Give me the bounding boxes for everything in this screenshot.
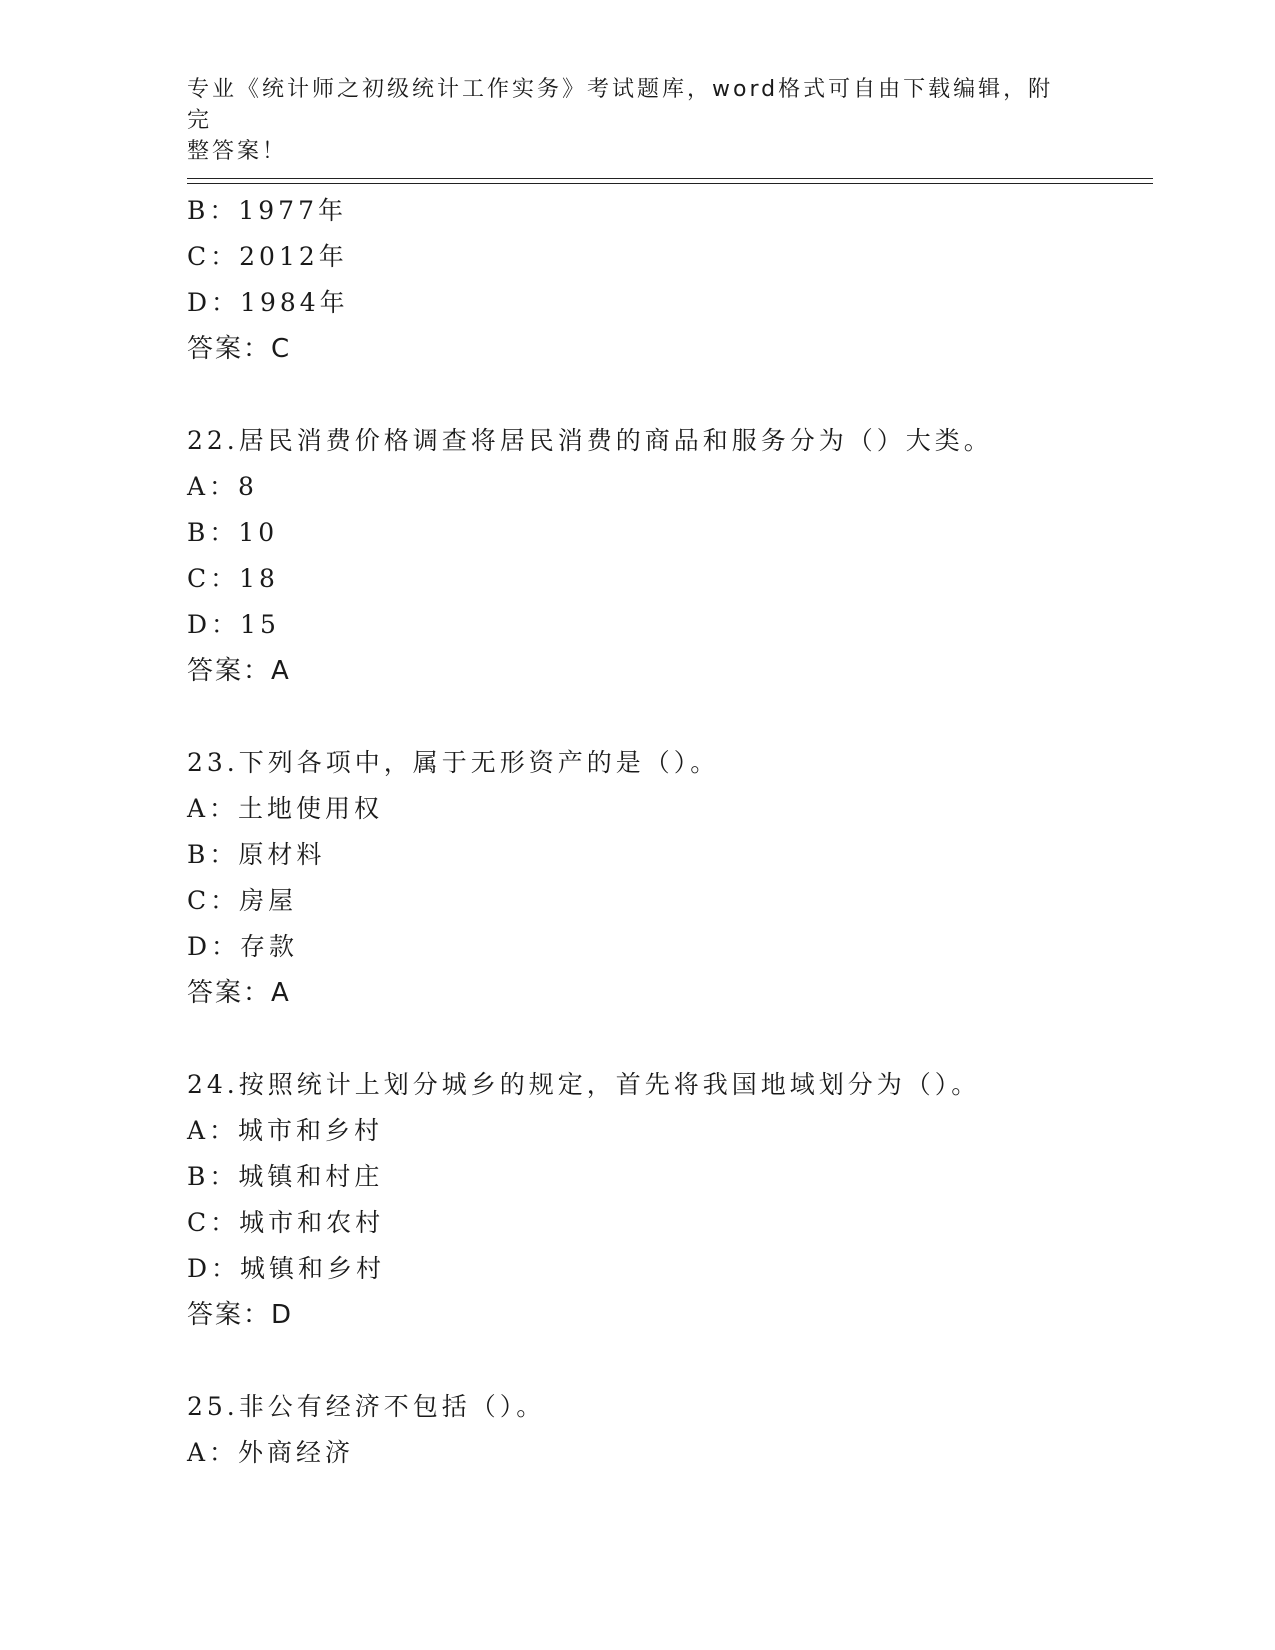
- spacer: [187, 694, 1153, 740]
- question-stem: 22.居民消费价格调查将居民消费的商品和服务分为（）大类。: [187, 426, 993, 455]
- option-c: C：2012年: [187, 242, 348, 271]
- header-line-2: 整答案！: [187, 139, 288, 164]
- option-a: A：城市和乡村: [187, 1116, 384, 1145]
- document-header: [187, 74, 1067, 167]
- option-c: C：房屋: [187, 886, 298, 915]
- question-stem: 25.非公有经济不包括（）。: [187, 1392, 546, 1421]
- spacer: [187, 1016, 1153, 1062]
- option-a: A：外商经济: [187, 1438, 355, 1467]
- question-block: [187, 1062, 1153, 1338]
- option-b: B：原材料: [187, 840, 326, 869]
- option-b: B：10: [187, 518, 279, 547]
- option-a: A：8: [187, 472, 258, 501]
- answer-line: 答案：D: [187, 1300, 294, 1330]
- question-block: [187, 418, 1153, 694]
- question-stem: 24.按照统计上划分城乡的规定，首先将我国地域划分为（）。: [187, 1070, 981, 1099]
- option-d: D：15: [187, 610, 280, 639]
- option-d: D：存款: [187, 932, 299, 961]
- question-block: [187, 740, 1153, 1016]
- question-block: [187, 188, 1153, 372]
- option-c: C：18: [187, 564, 279, 593]
- option-d: D：城镇和乡村: [187, 1254, 386, 1283]
- answer-line: 答案：A: [187, 978, 291, 1008]
- option-b: B：1977年: [187, 196, 347, 225]
- option-d: D：1984年: [187, 288, 349, 317]
- option-b: B：城镇和村庄: [187, 1162, 384, 1191]
- answer-line: 答案：A: [187, 656, 291, 686]
- spacer: [187, 372, 1153, 418]
- spacer: [187, 1338, 1153, 1384]
- header-rule-bottom: [187, 183, 1153, 184]
- answer-line: 答案：C: [187, 334, 292, 364]
- header-line-1: 专业《统计师之初级统计工作实务》考试题库，word格式可自由下载编辑，附完: [187, 77, 1054, 133]
- question-list: [187, 188, 1153, 1476]
- option-c: C：城市和农村: [187, 1208, 385, 1237]
- header-rule-top: [187, 178, 1153, 179]
- question-block: [187, 1384, 1153, 1476]
- question-stem: 23.下列各项中，属于无形资产的是（）。: [187, 748, 720, 777]
- option-a: A：土地使用权: [187, 794, 384, 823]
